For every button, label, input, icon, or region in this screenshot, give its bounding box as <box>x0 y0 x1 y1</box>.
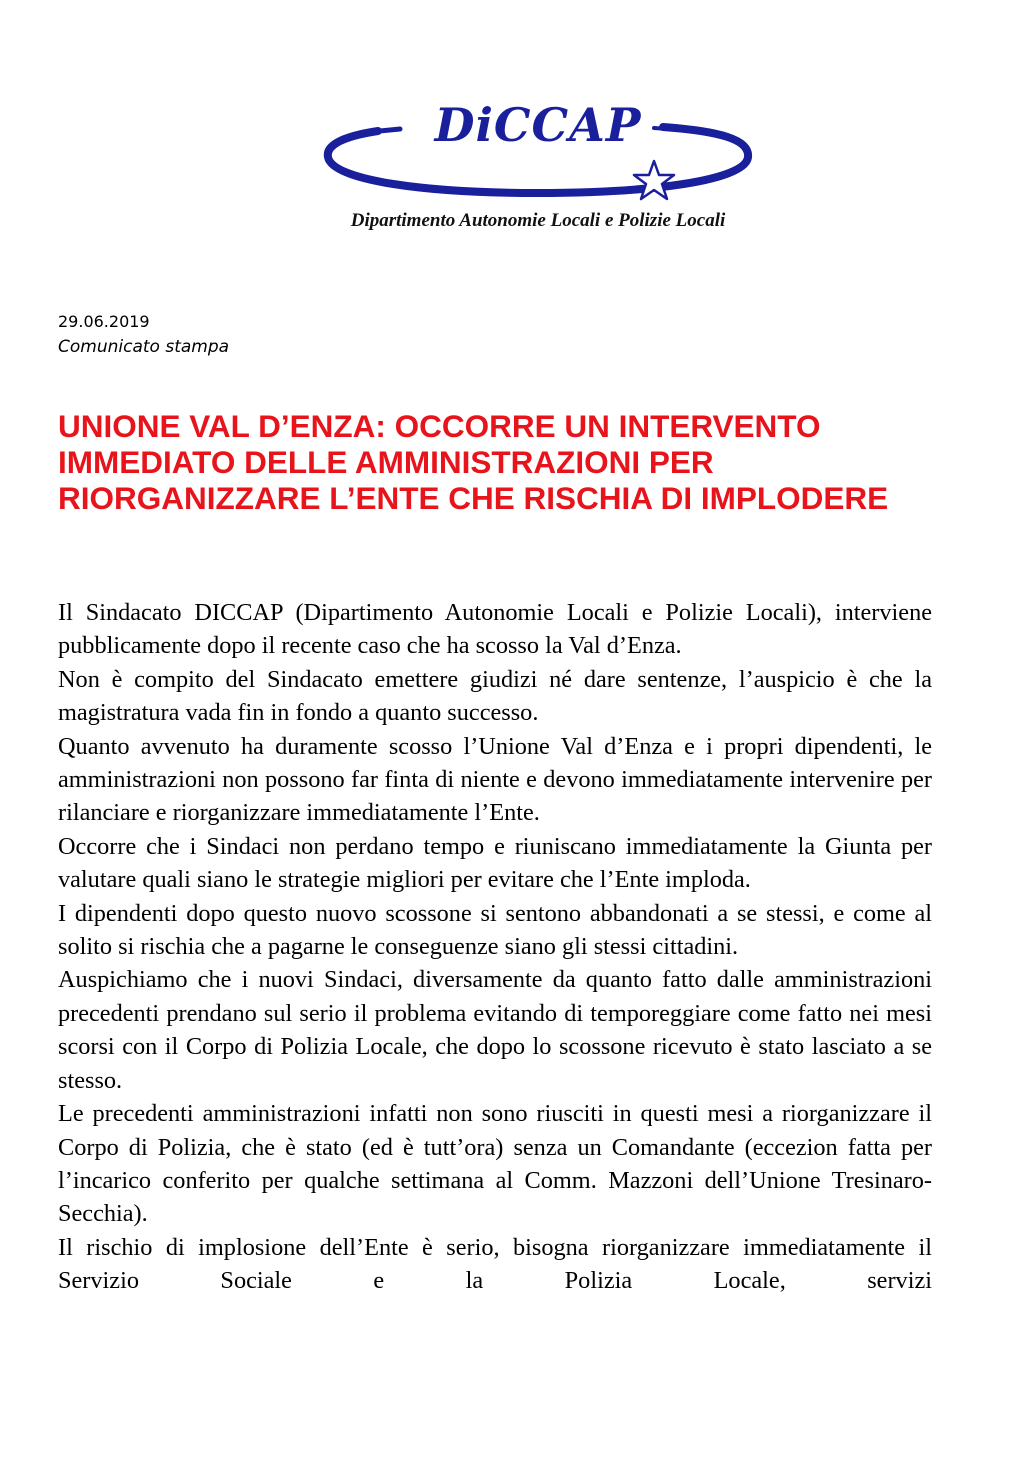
body-paragraph: Le precedenti amministrazioni infatti non sono riusciti in questi mesi a riorganizzare il Corpo di Polizia, che è stato (ed è tutt’ora) senza un Comandante (eccezion fatta per l’incarico conferito per qualche settimana al Comm. Mazzoni dell’Unione Tresinaro-Secchia). <box>58 1100 932 1228</box>
body-paragraph: Il rischio di implosione dell’Ente è serio, bisogna riorganizzare immediatamente il Servizio Sociale e la Polizia Locale, servizi <box>58 1233 932 1295</box>
headline-line: RIORGANIZZARE L’ENTE CHE RISCHIA DI IMPLODERE <box>58 480 889 516</box>
body-paragraph: I dipendenti dopo questo nuovo scossone si sentono abbandonati a se stessi, e come al solito si rischia che a pagarne le conseguenze siano gli stessi cittadini. <box>58 899 932 961</box>
body-paragraph: Quanto avvenuto ha duramente scosso l’Unione Val d’Enza e i propri dipendenti, le amministrazioni non possono far finta di niente e devono immediatamente intervenire per rilanciare e riorganizzare immediatamente l’Ente. <box>58 732 932 827</box>
logo-subtitle: Dipartimento Autonomie Locali e Polizie Locali <box>350 210 726 231</box>
page-title <box>58 408 958 516</box>
document-date: 29.06.2019 <box>58 312 150 331</box>
body-paragraph: Non è compito del Sindacato emettere giudizi né dare sentenze, l’auspicio è che la magistratura vada fin in fondo a quanto successo. <box>58 665 932 727</box>
body-paragraph: Occorre che i Sindaci non perdano tempo e riuniscano immediatamente la Giunta per valutare quali siano le strategie migliori per evitare che l’Ente imploda. <box>58 832 932 894</box>
body-paragraph: Il Sindacato DICCAP (Dipartimento Autonomie Locali e Polizie Locali), interviene pubblicamente dopo il recente caso che ha scosso la Val d’Enza. <box>58 599 932 660</box>
logo-wordmark: DiCCAP <box>434 98 642 152</box>
headline-line: IMMEDIATO DELLE AMMINISTRAZIONI PER <box>58 444 714 480</box>
headline-line: UNIONE VAL D’ENZA: OCCORRE UN INTERVENTO <box>58 408 821 444</box>
document-meta <box>58 310 229 360</box>
diccap-logo <box>318 95 758 245</box>
body-paragraph: Auspichiamo che i nuovi Sindaci, diversamente da quanto fatto dalle amministrazioni precedenti prendano sul serio il problema evitando di temporeggiare come fatto nei mesi scorsi con il Corpo di Polizia Locale, che dopo lo scossone ricevuto è stato lasciato a se stesso. <box>58 966 932 1094</box>
document-type: Comunicato stampa <box>58 337 230 357</box>
body-text <box>58 596 932 1298</box>
